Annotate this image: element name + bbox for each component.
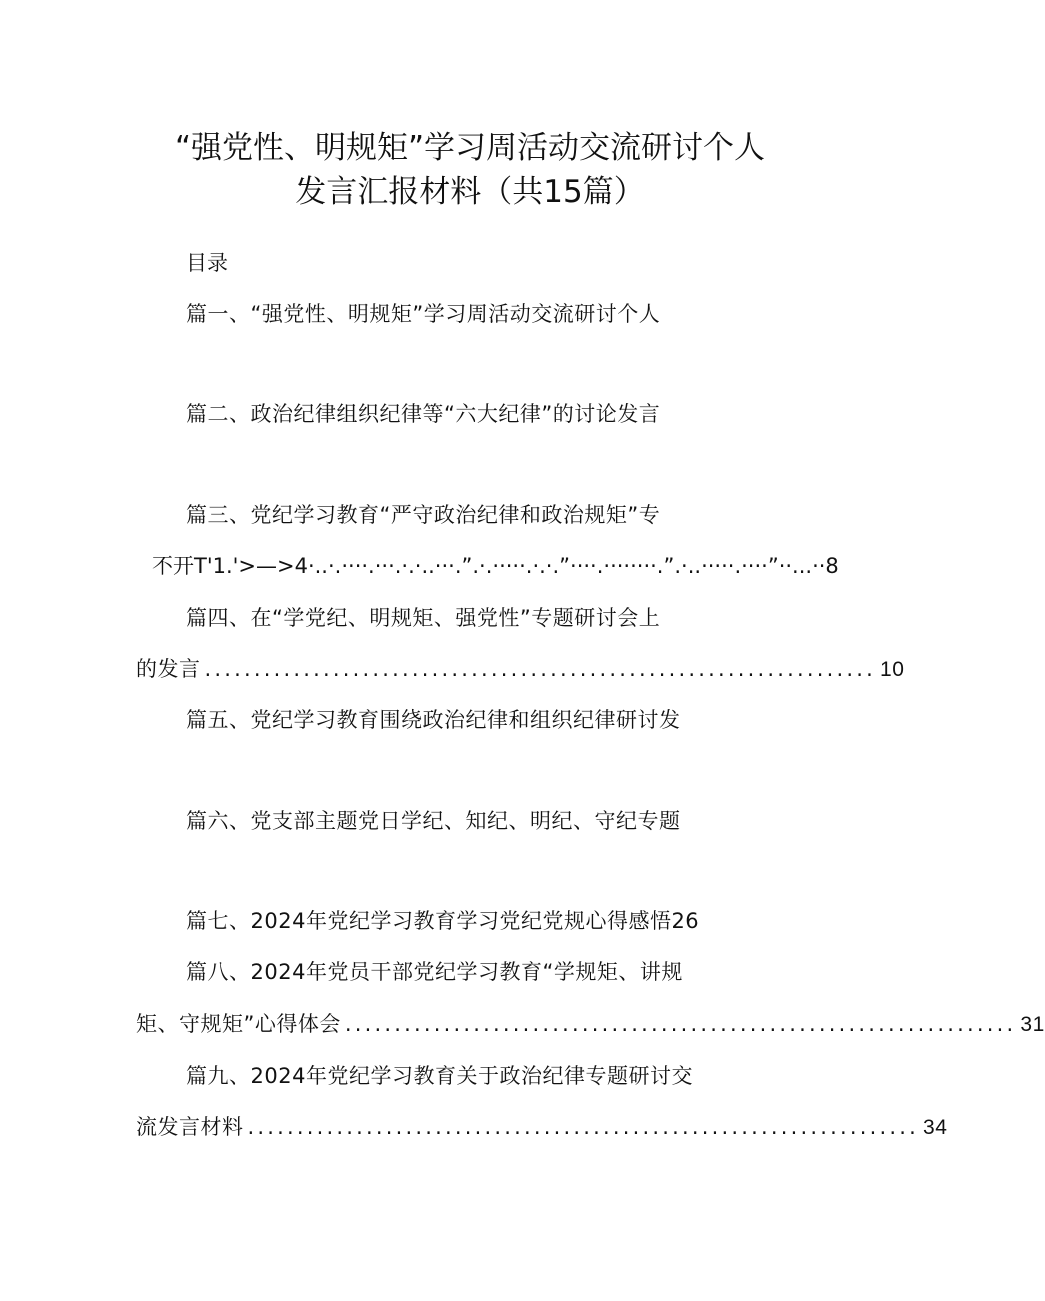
toc-entry-9[interactable]: 篇九、2024年党纪学习教育关于政治纪律专题研讨交: [186, 1064, 693, 1088]
toc-entry-3[interactable]: 篇三、党纪学习教育“严守政治纪律和政治规矩”专: [186, 503, 661, 527]
toc-entry-9-text: 流发言材料: [136, 1115, 244, 1139]
toc-entry-8-text: 矩、守规矩”心得体会: [136, 1012, 341, 1036]
toc-entry-2[interactable]: 篇二、政治纪律组织纪律等“六大纪律”的讨论发言: [186, 402, 661, 426]
toc-heading: 目录: [186, 251, 228, 275]
toc-entry-3-continuation[interactable]: 不开T'1.'>—>4·..·.····.···.·.·..···.”.·.·····.·.·.”····.········.”.·..·····.····”··...··8: [152, 554, 839, 578]
toc-page-number: 34: [923, 1116, 948, 1139]
toc-leader-dots: ....................................................................: [344, 1012, 1017, 1036]
toc-entry-5[interactable]: 篇五、党纪学习教育围绕政治纪律和组织纪律研讨发: [186, 708, 681, 732]
toc-entry-4-continuation[interactable]: [136, 654, 905, 685]
toc-entry-1[interactable]: 篇一、“强党性、明规矩”学习周活动交流研讨个人: [186, 302, 661, 326]
toc-page-number: 31: [1020, 1013, 1045, 1036]
toc-entry-8-continuation[interactable]: [136, 1009, 1045, 1040]
toc-entry-7[interactable]: 篇七、2024年党纪学习教育学习党纪党规心得感悟26: [186, 909, 700, 933]
toc-entry-9-continuation[interactable]: [136, 1112, 948, 1143]
document-title-line-1: “强党性、明规矩”学习周活动交流研讨个人: [174, 130, 766, 166]
toc-page-number: 10: [880, 658, 905, 681]
toc-entry-8[interactable]: 篇八、2024年党员干部党纪学习教育“学规矩、讲规: [186, 960, 683, 984]
toc-entry-4-text: 的发言: [136, 657, 201, 681]
toc-entry-6[interactable]: 篇六、党支部主题党日学纪、知纪、明纪、守纪专题: [186, 809, 681, 833]
toc-leader-dots: ....................................................................: [204, 657, 877, 681]
document-title-line-2: 发言汇报材料（共15篇）: [295, 174, 645, 210]
toc-leader-dots: ....................................................................: [247, 1115, 920, 1139]
toc-entry-4[interactable]: 篇四、在“学党纪、明规矩、强党性”专题研讨会上: [186, 606, 661, 630]
